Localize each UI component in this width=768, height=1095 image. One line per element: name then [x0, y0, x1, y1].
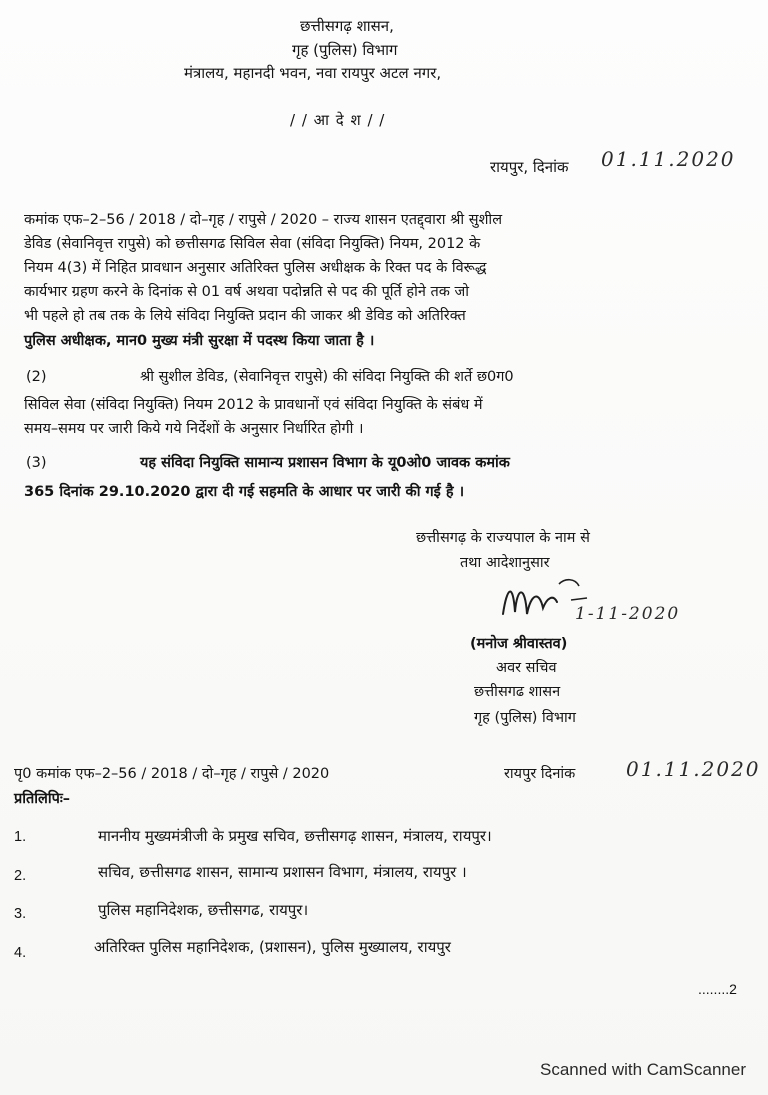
signature-date: 1-11-2020: [575, 604, 681, 624]
copy-to-label: प्रतिलिपिः–: [14, 791, 71, 807]
para1-line-3: नियम 4(3) में निहित प्रावधान अनुसार अतिरिक्त पुलिस अधीक्षक के रिक्त पद के विरूद्ध: [24, 260, 487, 276]
copy-item-number: 1.: [14, 829, 27, 845]
order-title: / / आ दे श / /: [290, 111, 386, 129]
copy-item-number: 2.: [14, 868, 27, 884]
handwritten-date-top: 01.11.2020: [601, 147, 736, 171]
copy-item-text: माननीय मुख्यमंत्रीजी के प्रमुख सचिव, छत्तीसगढ़ शासन, मंत्रालय, रायपुर।: [98, 827, 492, 845]
signature-line-2: तथा आदेशानुसार: [460, 555, 550, 571]
copy-item-text: अतिरिक्त पुलिस महानिदेशक, (प्रशासन), पुलिस मुख्यालय, रायपुर: [94, 938, 451, 956]
para3-line-1: यह संविदा नियुक्ति सामान्य प्रशासन विभाग के यू0ओ0 जावक कमांक: [140, 455, 510, 471]
para2-number: (2): [26, 369, 47, 385]
para3-number: (3): [26, 455, 47, 471]
copy-item-number: 4.: [14, 945, 27, 961]
header-line-1: छत्तीसगढ़ शासन,: [300, 17, 394, 35]
camscanner-watermark: Scanned with CamScanner: [539, 1060, 746, 1079]
para1-line-1: कमांक एफ–2–56 / 2018 / दो–गृह / रापुसे / 2020 – राज्य शासन एतद्द्वारा श्री सुशील: [24, 212, 503, 228]
signature-line-1: छत्तीसगढ़ के राज्यपाल के नाम से: [416, 530, 590, 546]
para1-line-6: पुलिस अधीक्षक, मान0 मुख्य मंत्री सुरक्षा में पदस्थ किया जाता है ।: [24, 333, 375, 349]
para1-line-5: भी पहले हो तब तक के लिये संविदा नियुक्ति प्रदान की जाकर श्री डेविड को अतिरिक्त: [24, 308, 466, 324]
signatory-designation: अवर सचिव: [496, 660, 557, 676]
endorsement-place-date: रायपुर दिनांक: [504, 766, 576, 782]
copy-item-text: पुलिस महानिदेशक, छत्तीसगढ, रायपुर।: [98, 901, 309, 919]
signatory-department: गृह (पुलिस) विभाग: [474, 710, 576, 726]
para1-line-4: कार्यभार ग्रहण करने के दिनांक से 01 वर्ष अथवा पदोन्नति से पद की पूर्ति होने तक जो: [24, 284, 470, 300]
endorsement-ref: पृ0 कमांक एफ–2–56 / 2018 / दो–गृह / रापुसे / 2020: [14, 766, 330, 782]
signatory-name: (मनोज श्रीवास्तव): [470, 636, 568, 652]
para1-line-2: डेविड (सेवानिवृत्त रापुसे) को छत्तीसगढ सिविल सेवा (संविदा नियुक्ति) नियम, 2012 के: [24, 236, 481, 252]
copy-item-number: 3.: [14, 906, 27, 922]
header-line-3: मंत्रालय, महानदी भवन, नवा रायपुर अटल नगर,: [184, 64, 442, 82]
endorsement-handwritten-date: 01.11.2020: [626, 757, 761, 781]
page-continuation: ........2: [698, 981, 737, 997]
para2-line-3: समय–समय पर जारी किये गये निर्देशों के अनुसार निर्धारित होगी ।: [24, 421, 364, 437]
signatory-government: छत्तीसगढ शासन: [474, 684, 561, 700]
copy-item-text: सचिव, छत्तीसगढ शासन, सामान्य प्रशासन विभाग, मंत्रालय, रायपुर ।: [98, 863, 467, 881]
header-line-2: गृह (पुलिस) विभाग: [292, 41, 398, 59]
para2-line-1: श्री सुशील डेविड, (सेवानिवृत्त रापुसे) की संविदा नियुक्ति की शर्ते छ0ग0: [140, 369, 514, 385]
place-date-label: रायपुर, दिनांक: [490, 158, 569, 176]
para2-line-2: सिविल सेवा (संविदा नियुक्ति) नियम 2012 के प्रावधानों एवं संविदा नियुक्ति के संबंध में: [24, 397, 483, 413]
para3-line-2: 365 दिनांक 29.10.2020 द्वारा दी गई सहमति के आधार पर जारी की गई है ।: [24, 484, 465, 500]
